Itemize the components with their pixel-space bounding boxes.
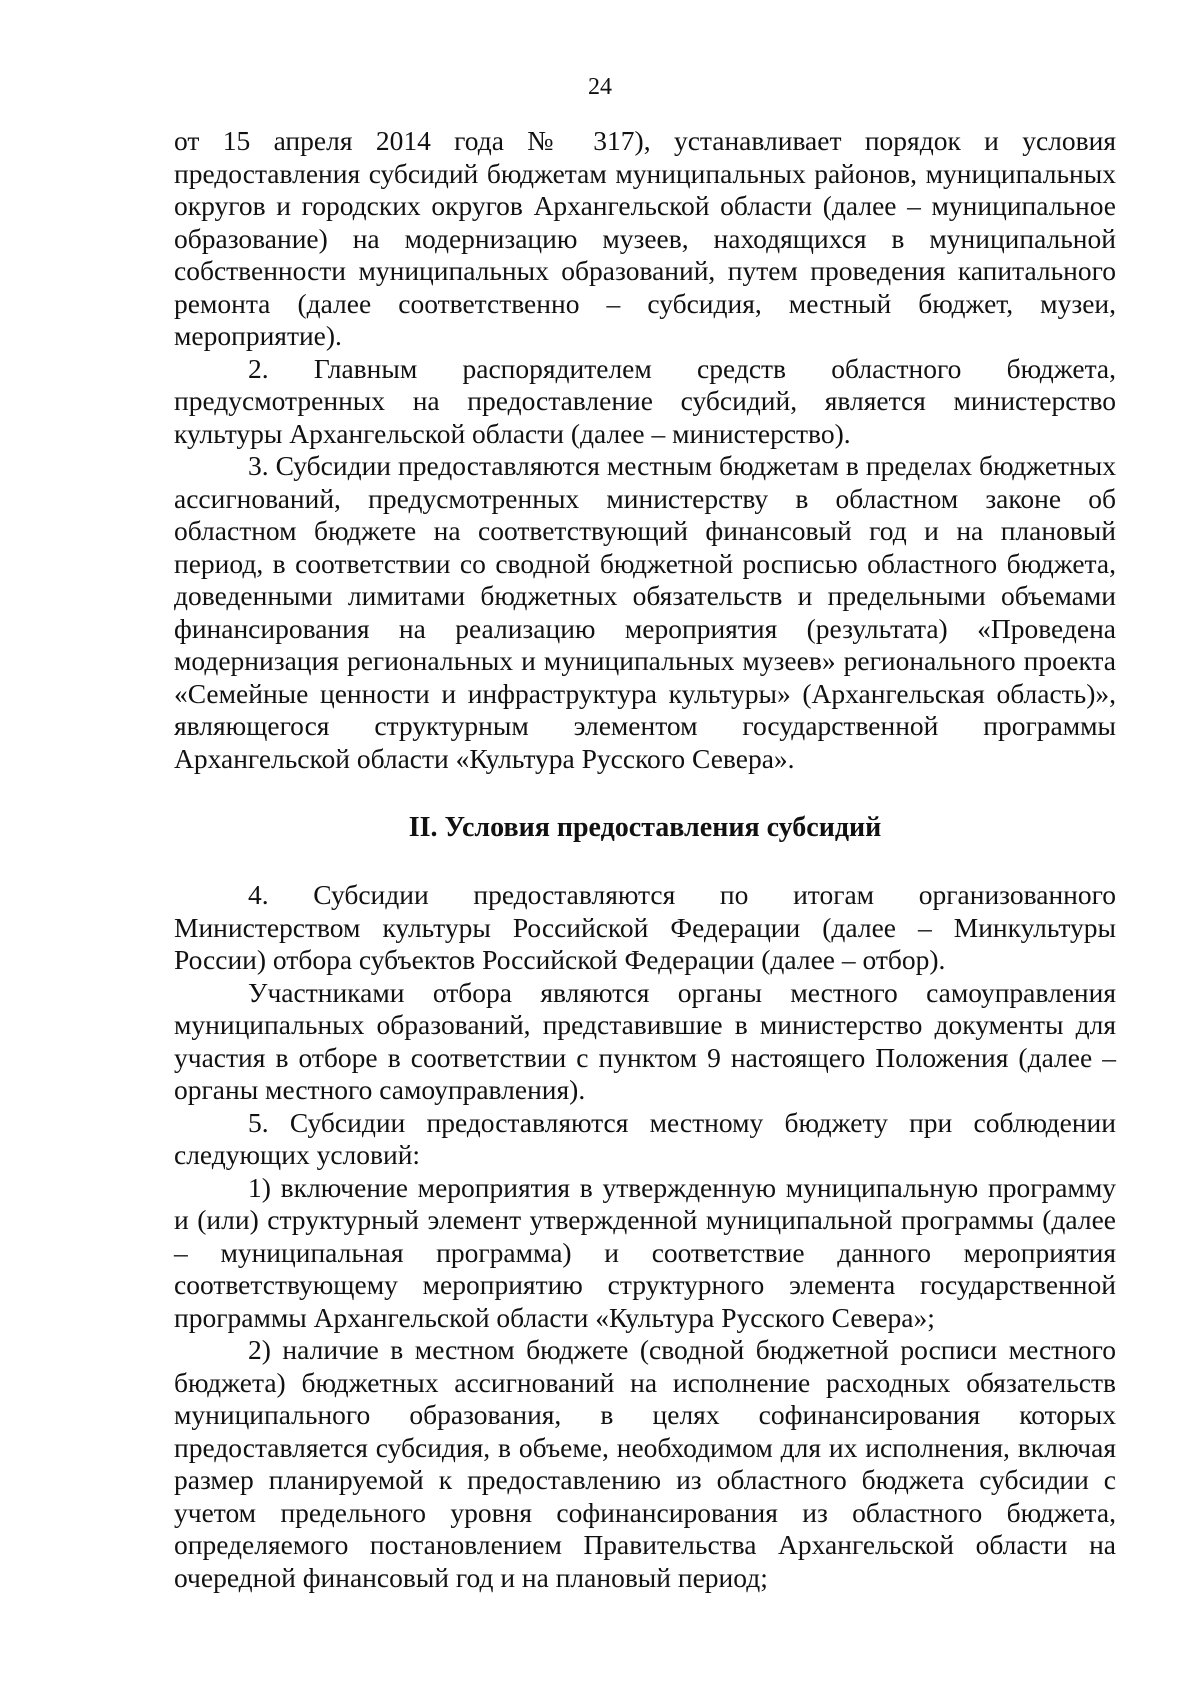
paragraph-2: 2. Главным распорядителем средств областного бюджета, предусмотренных на предоставление субсидий, является министерство культуры Архангельской области (далее – министерство). — [174, 352, 1116, 449]
paragraph-intro: от 15 апреля 2014 года № 317), устанавливает порядок и условия предоставления субсидий бюджетам муниципальных районов, муниципальных округов и городских округов Архангельской области (далее – муниципальное образование) на модернизацию музеев, находящихся в муниципальной собственности муниципальных образований, путем проведения капитального ремонта (далее соответственно – субсидия, местный бюджет, музеи, мероприятие). — [174, 125, 1116, 351]
paragraph-5-item-1: 1) включение мероприятия в утвержденную муниципальную программу и (или) структурный элемент утвержденной муниципальной программы (далее – муниципальная программа) и соответствие данного мероприятия соответствующему мероприятию структурного элемента государственной программы Архангельской области «Культура Русского Севера»; — [174, 1171, 1116, 1333]
page-number: 24 — [588, 74, 612, 100]
document-body — [174, 125, 1116, 1594]
paragraph-3: 3. Субсидии предоставляются местным бюджетам в пределах бюджетных ассигнований, предусмотренных министерству в областном законе об областном бюджете на соответствующий финансовый год и на плановый период, в соответствии со сводной бюджетной росписью областного бюджета, доведенными лимитами бюджетных обязательств и предельными объемами финансирования на реализацию мероприятия (результата) «Проведена модернизация региональных и муниципальных музеев» регионального проекта «Семейные ценности и инфраструктура культуры» (Архангельская область)», являющегося структурным элементом государственной программы Архангельской области «Культура Русского Севера». — [174, 450, 1116, 774]
paragraph-4-participants: Участниками отбора являются органы местного самоуправления муниципальных образований, представившие в министерство документы для участия в отборе в соответствии с пунктом 9 настоящего Положения (далее – органы местного самоуправления). — [174, 976, 1116, 1105]
paragraph-5-item-2: 2) наличие в местном бюджете (сводной бюджетной росписи местного бюджета) бюджетных ассигнований на исполнение расходных обязательств муниципального образования, в целях софинансирования которых предоставляется субсидия, в объеме, необходимом для их исполнения, включая размер планируемой к предоставлению из областного бюджета субсидии с учетом предельного уровня софинансирования из областного бюджета, определяемого постановлением Правительства Архангельской области на очередной финансовый год и на плановый период; — [174, 1334, 1116, 1593]
paragraph-4: 4. Субсидии предоставляются по итогам организованного Министерством культуры Российской Федерации (далее – Минкультуры России) отбора субъектов Российской Федерации (далее – отбор). — [174, 879, 1116, 975]
section-heading: II. Условия предоставления субсидий — [408, 812, 882, 843]
paragraph-5: 5. Субсидии предоставляются местному бюджету при соблюдении следующих условий: — [174, 1106, 1116, 1170]
